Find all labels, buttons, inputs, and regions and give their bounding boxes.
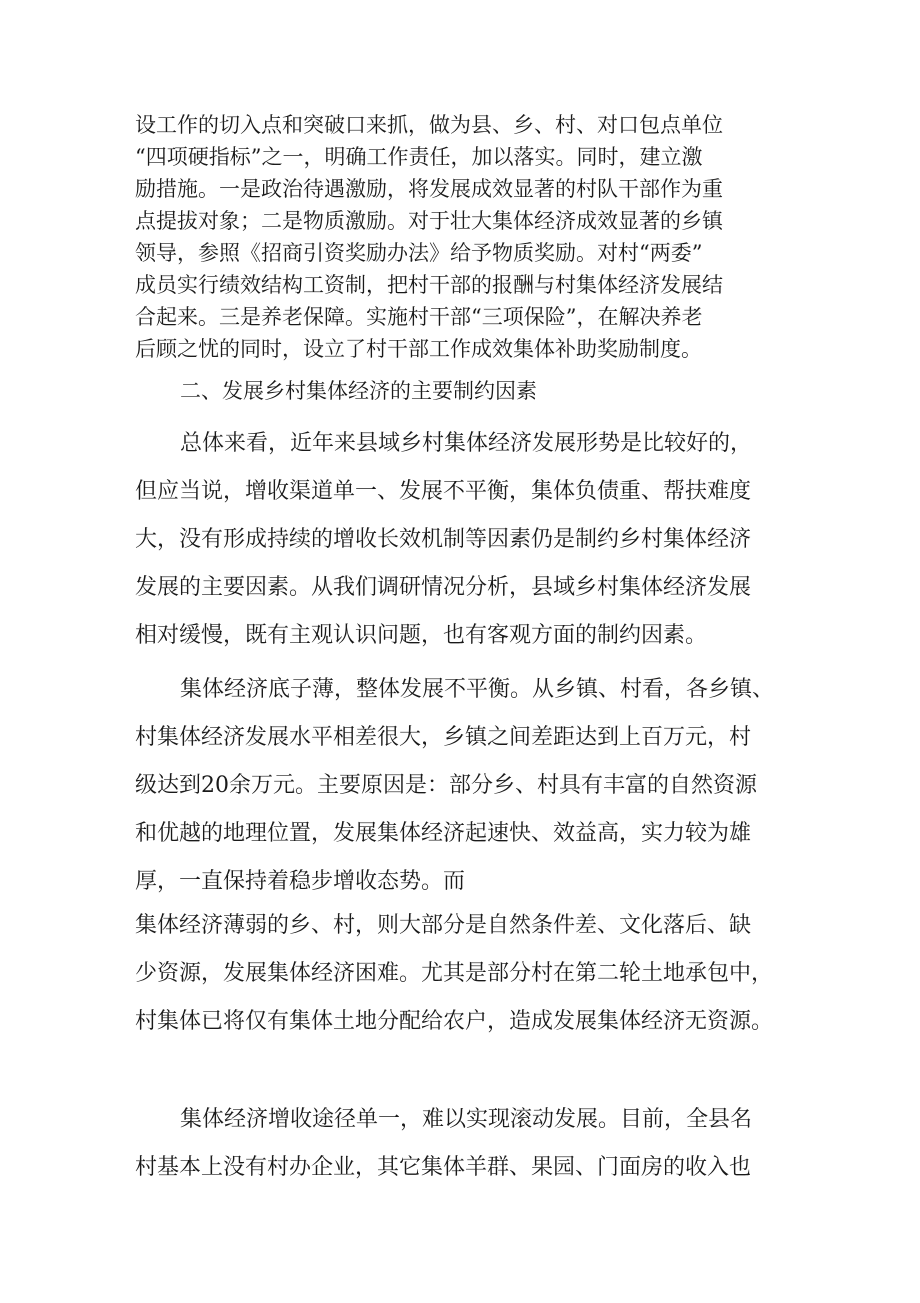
- text-line: 励措施。一是政治待遇激励，将发展成效显著的村队干部作为重: [135, 177, 723, 201]
- text-line: 级达到20余万元。主要原因是：部分乡、村具有丰富的自然资源: [135, 773, 757, 798]
- text-line: 村集体经济发展水平相差很大，乡镇之间差距达到上百万元，村: [135, 725, 752, 750]
- text-line: “四项硬指标”之一，明确工作责任，加以落实。同时，建立激: [135, 145, 703, 169]
- text-line: 相对缓慢，既有主观认识问题，也有客观方面的制约因素。: [135, 623, 708, 648]
- text-line: 总体来看，近年来县域乡村集体经济发展形势是比较好的，: [180, 431, 753, 456]
- section-heading: 二、发展乡村集体经济的主要制约因素: [180, 379, 537, 403]
- text-line: 后顾之忧的同时，设立了村干部工作成效集体补助奖励制度。: [135, 337, 702, 361]
- text-line: 但应当说，增收渠道单一、发展不平衡，集体负债重、帮扶难度: [135, 479, 752, 504]
- text-line: 厚，一直保持着稳步增收态势。而: [135, 869, 466, 894]
- text-line: 点提拔对象；二是物质激励。对于壮大集体经济成效显著的乡镇: [135, 209, 723, 233]
- text-line: 村基本上没有村办企业，其它集体羊群、果园、门面房的收入也: [135, 1155, 752, 1180]
- text-line: 发展的主要因素。从我们调研情况分析，县域乡村集体经济发展: [135, 575, 752, 600]
- text-line: 少资源，发展集体经济困难。尤其是部分村在第二轮土地承包中，: [135, 961, 774, 986]
- text-line: 合起来。三是养老保障。实施村干部“三项保险”，在解决养老: [135, 305, 703, 329]
- text-line: 集体经济底子薄，整体发展不平衡。从乡镇、村看，各乡镇、: [180, 677, 775, 702]
- text-line: 集体经济增收途径单一，难以实现滚动发展。目前，全县名: [180, 1107, 753, 1132]
- text-line: 村集体已将仅有集体土地分配给农户，造成发展集体经济无资源。: [135, 1009, 774, 1034]
- text-line: 和优越的地理位置，发展集体经济起速快、效益高，实力较为雄: [135, 821, 752, 846]
- text-line: 成员实行绩效结构工资制，把村干部的报酬与村集体经济发展结: [135, 273, 723, 297]
- text-line: 领导，参照《招商引资奖励办法》给予物质奖励。对村“两委”: [135, 241, 703, 265]
- text-line: 设工作的切入点和突破口来抓，做为县、乡、村、对口包点单位: [135, 113, 723, 137]
- text-line: 大，没有形成持续的增收长效机制等因素仍是制约乡村集体经济: [135, 527, 752, 552]
- text-line: 集体经济薄弱的乡、村，则大部分是自然条件差、文化落后、缺: [135, 913, 752, 938]
